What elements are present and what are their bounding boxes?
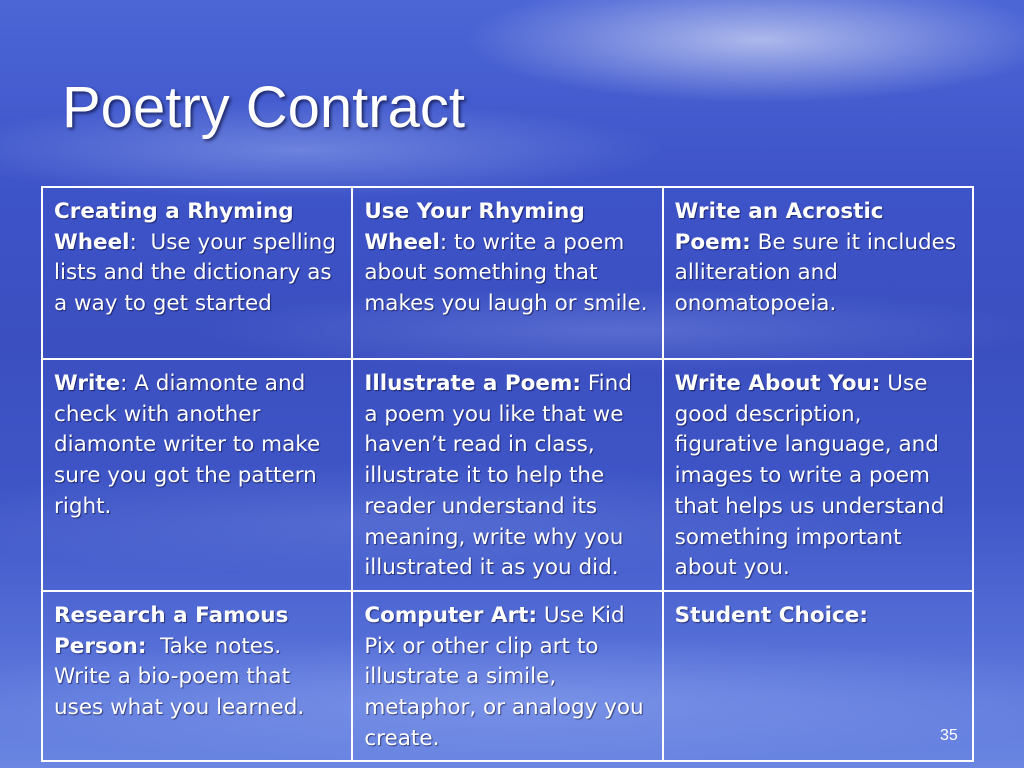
- contract-table: [41, 186, 974, 762]
- cell-text: Find a poem you like that we haven’t read in class, illustrate it to help the reader understand its meaning, write why you illustrated it as you did.: [364, 371, 639, 581]
- cell-heading: Use Your Rhyming Wheel: [364, 199, 585, 255]
- table-cell-use-rhyming-wheel: [352, 187, 662, 359]
- slide-number: 35: [940, 727, 958, 744]
- cell-heading: Student Choice:: [674, 602, 868, 628]
- table-cell-illustrate-poem: [352, 359, 662, 591]
- table-cell-acrostic-poem: [663, 187, 973, 359]
- table-cell-rhyming-wheel: [42, 187, 352, 359]
- table-cell-write-about-you: [663, 359, 973, 591]
- table-row: [42, 187, 973, 359]
- cell-separator: :: [129, 229, 137, 255]
- table-row: [42, 359, 973, 591]
- table-cell-write-diamonte: [42, 359, 352, 591]
- cell-separator: :: [439, 229, 448, 255]
- cell-text: Use Kid Pix or other clip art to illustrate a simile, metaphor, or analogy you create.: [364, 602, 651, 751]
- cell-heading: Write: [54, 371, 121, 396]
- cell-text: Take notes. Write a bio-poem that uses what you learned.: [54, 633, 305, 721]
- cell-heading: Computer Art:: [364, 602, 538, 628]
- cell-text: A diamonte and check with another diamonte writer to make sure you got the pattern right.: [54, 371, 328, 519]
- cell-heading: Write an Acrostic Poem:: [674, 199, 884, 255]
- table-cell-famous-person: [42, 591, 352, 762]
- slide-title: Poetry Contract: [62, 75, 465, 140]
- cell-text: Use good description, figurative language, and images to write a poem that helps us understand something important about you.: [674, 371, 952, 581]
- cell-heading: Illustrate a Poem:: [364, 371, 582, 396]
- table-cell-student-choice: [663, 591, 973, 762]
- table-cell-computer-art: [352, 591, 662, 762]
- table-row: [42, 591, 973, 762]
- cell-heading: Write About You:: [674, 371, 881, 396]
- cell-text: Use your spelling lists and the dictionary as a way to get started: [54, 229, 343, 317]
- cell-separator: :: [120, 371, 128, 396]
- cell-heading: Creating a Rhyming Wheel: [54, 199, 294, 255]
- cell-text: Be sure it includes alliteration and onomatopoeia.: [674, 229, 963, 317]
- cell-text: to write a poem about something that makes you laugh or smile.: [364, 229, 648, 317]
- cell-heading: Research a Famous Person:: [54, 602, 289, 659]
